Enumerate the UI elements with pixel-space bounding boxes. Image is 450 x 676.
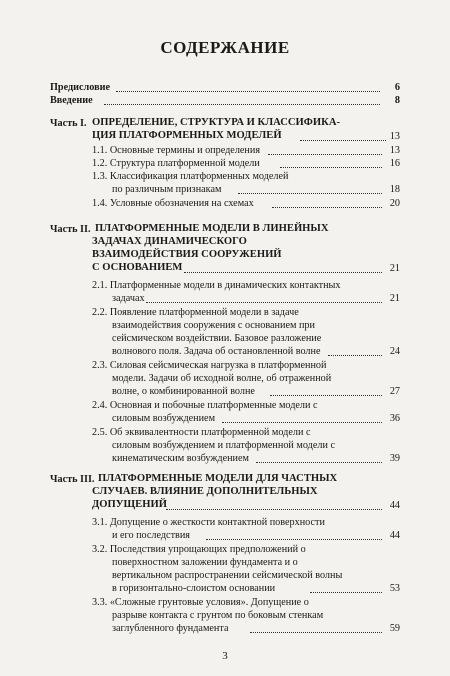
leader-dots (166, 509, 382, 510)
toc-part-1-title-cont[interactable]: ЦИЯ ПЛАТФОРМЕННЫХ МОДЕЛЕЙ (92, 130, 282, 141)
toc-entry-1-3[interactable]: 1.3. Классификация платформенных моделей (92, 171, 289, 182)
toc-entry-3-1-cont: и его последствия (112, 530, 190, 541)
toc-page-preface: 6 (394, 82, 400, 93)
toc-entry-3-3-cont: заглубленного фундамента (112, 623, 229, 634)
toc-page-part-3: 44 (389, 500, 400, 511)
toc-page-1-1: 13 (389, 145, 400, 156)
leader-dots (300, 140, 386, 141)
toc-page-2-3: 27 (389, 386, 400, 397)
toc-page-3-1: 44 (389, 530, 400, 541)
toc-entry-2-3-cont: волне, о комбинированной волне (112, 386, 255, 397)
toc-entry-1-2[interactable]: 1.2. Структура платформенной модели (92, 158, 260, 169)
toc-page-2-2: 24 (389, 346, 400, 357)
toc-part-2-title-cont[interactable]: С ОСНОВАНИЕМ (92, 262, 183, 273)
leader-dots (146, 302, 382, 303)
toc-entry-2-2[interactable]: 2.2. Появление платформенной модели в задаче (92, 307, 299, 318)
toc-entry-introduction[interactable]: Введение (50, 95, 93, 106)
toc-entry-3-1[interactable]: 3.1. Допущение о жесткости контактной поверхности (92, 517, 325, 528)
leader-dots (280, 167, 382, 168)
toc-entry-1-3-cont: по различным признакам (112, 184, 222, 195)
toc-entry-2-5-cont: кинематическим возбуждением (112, 453, 249, 464)
toc-part-2-prefix: Часть II. (50, 224, 91, 235)
leader-dots (206, 539, 382, 540)
toc-entry-2-2-cont: взаимодействия сооружения с основанием при (112, 320, 315, 331)
toc-page-2-4: 36 (389, 413, 400, 424)
toc-entry-3-3[interactable]: 3.3. «Сложные грунтовые условия». Допущение о (92, 597, 309, 608)
toc-entry-2-2-cont: сейсмическом воздействии. Базовое разложение (112, 333, 322, 344)
leader-dots (256, 462, 382, 463)
toc-part-3-title-cont[interactable]: СЛУЧАЕВ. ВЛИЯНИЕ ДОПОЛНИТЕЛЬНЫХ (92, 486, 318, 497)
leader-dots (238, 193, 382, 194)
toc-page-1-4: 20 (389, 198, 400, 209)
toc-entry-1-1[interactable]: 1.1. Основные термины и определения (92, 145, 261, 156)
toc-entry-2-4-cont: силовым возбуждением (112, 413, 216, 424)
toc-page-part-2: 21 (389, 263, 400, 274)
toc-page-2-1: 21 (389, 293, 400, 304)
toc-part-1-prefix: Часть I. (50, 118, 87, 129)
page-number: 3 (222, 650, 228, 662)
toc-entry-2-2-cont: волнового поля. Задача об остановленной волне (112, 346, 321, 357)
leader-dots (268, 154, 382, 155)
leader-dots (272, 207, 382, 208)
toc-part-2-title-cont[interactable]: ВЗАИМОДЕЙСТВИЯ СООРУЖЕНИЙ (92, 249, 282, 260)
toc-part-2-title[interactable]: ПЛАТФОРМЕННЫЕ МОДЕЛИ В ЛИНЕЙНЫХ (95, 223, 329, 234)
leader-dots (250, 632, 382, 633)
toc-entry-2-1[interactable]: 2.1. Платформенные модели в динамических контактных (92, 280, 341, 291)
toc-page-introduction: 8 (394, 95, 400, 106)
toc-part-3-title[interactable]: ПЛАТФОРМЕННЫЕ МОДЕЛИ ДЛЯ ЧАСТНЫХ (98, 473, 338, 484)
toc-entry-2-5-cont: силовым возбуждением и платформенной модели с (112, 440, 335, 451)
page-title: СОДЕРЖАНИЕ (160, 38, 290, 57)
toc-entry-2-1-cont: задачах (112, 293, 145, 304)
leader-dots (270, 395, 382, 396)
toc-part-3-prefix: Часть III. (50, 474, 95, 485)
toc-page-3-3: 59 (389, 623, 400, 634)
toc-page-1-3: 18 (389, 184, 400, 195)
toc-entry-3-2[interactable]: 3.2. Последствия упрощающих предположений о (92, 544, 306, 555)
leader-dots (104, 104, 380, 105)
toc-entry-2-5[interactable]: 2.5. Об эквивалентности платформенной модели с (92, 427, 311, 438)
leader-dots (116, 91, 380, 92)
toc-entry-2-3[interactable]: 2.3. Силовая сейсмическая нагрузка в платформенной (92, 360, 327, 371)
toc-page-3-2: 53 (389, 583, 400, 594)
toc-page-1-2: 16 (389, 158, 400, 169)
toc-part-2-title-cont[interactable]: ЗАДАЧАХ ДИНАМИЧЕСКОГО (92, 236, 247, 247)
toc-entry-1-4[interactable]: 1.4. Условные обозначения на схемах (92, 198, 254, 209)
toc-entry-2-3-cont: модели. Задачи об исходной волне, об отраженной (112, 373, 332, 384)
toc-page-2-5: 39 (389, 453, 400, 464)
toc-entry-3-2-cont: поверхностном заложении фундамента и о (112, 557, 298, 568)
leader-dots (310, 592, 382, 593)
toc-part-1-title[interactable]: ОПРЕДЕЛЕНИЕ, СТРУКТУРА И КЛАССИФИКА- (92, 117, 340, 128)
toc-page-part-1: 13 (389, 131, 400, 142)
toc-part-3-title-cont[interactable]: ДОПУЩЕНИЙ (92, 499, 167, 510)
leader-dots (222, 422, 382, 423)
toc-entry-preface[interactable]: Предисловие (50, 82, 110, 93)
toc-entry-3-2-cont: в горизонтально-слоистом основании (112, 583, 276, 594)
leader-dots (328, 355, 382, 356)
toc-entry-3-3-cont: разрыве контакта с грунтом по боковым стенкам (112, 610, 324, 621)
toc-entry-2-4[interactable]: 2.4. Основная и побочные платформенные модели с (92, 400, 318, 411)
leader-dots (184, 272, 382, 273)
toc-entry-3-2-cont: вертикальном распространении сейсмической волны (112, 570, 343, 581)
